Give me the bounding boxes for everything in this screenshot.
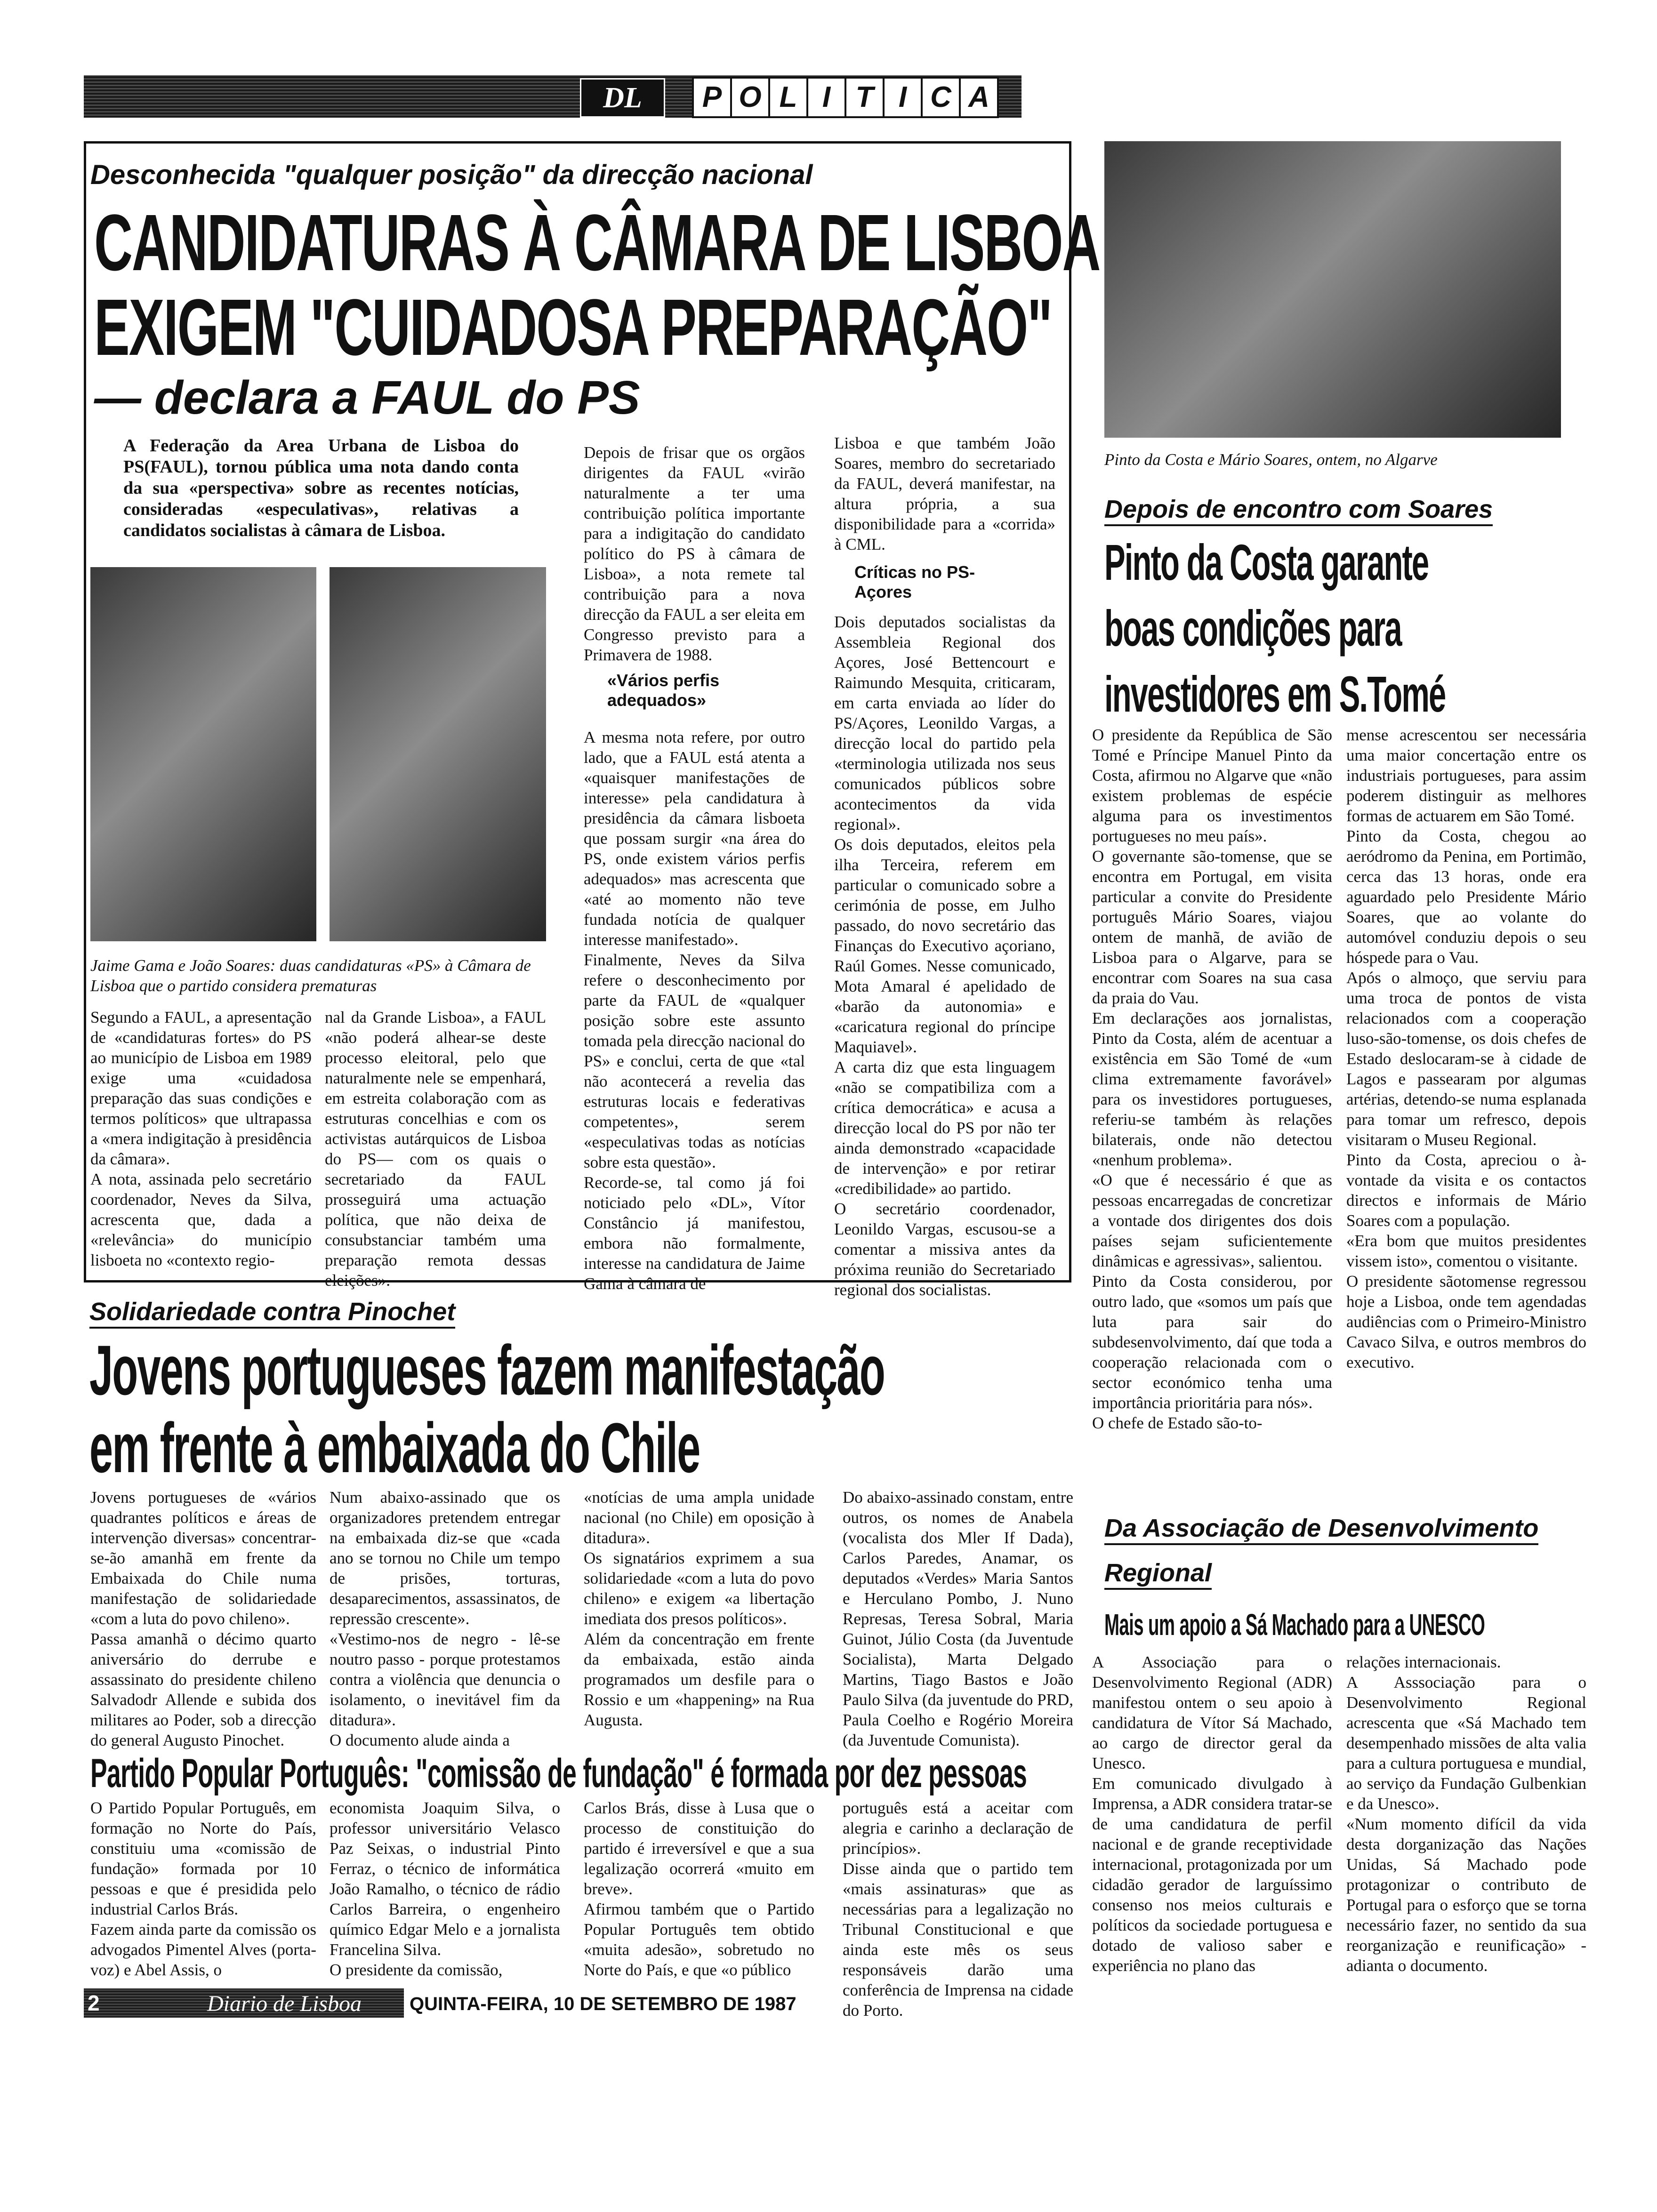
photo-pinto-da-costa-mario-soares: [1104, 141, 1561, 438]
chile-body-col-3: «notícias de uma ampla unidade nacional (no Chile) em oposição à ditadura». Os signatários exprimem a sua solidariedade «com a luta do povo chileno» e exigem «a libertação imediata dos presos políticos». Além da concentração em frente da embaixada, estão ainda programados um desfile para o Rossio e um «happening» na Rua Augusta.: [584, 1488, 814, 1729]
chile-headline-line-2: em frente à embaixada do Chile: [89, 1408, 700, 1487]
ppp-body-col-2: economista Joaquim Silva, o professor universitário Velasco Paz Seixas, o industrial Pinto Ferraz, o técnico de informática João Ramalho, o técnico de rádio Carlos Barreira, o engenheiro químico Edgar Melo e a jornalista Francelina Silva. O presidente da comissão,: [330, 1799, 560, 1979]
lead-intro: A Federação da Area Urbana de Lisboa do PS(FAUL), tornou pública uma nota dando conta da sua «perspectiva» sobre as recentes notícias, consideradas «especulativas», relativas a candidatos socialistas à câmara de Lisboa.: [123, 436, 519, 540]
lead-body-col-3-top: Depois de frisar que os orgãos dirigentes da FAUL «virão naturalmente a ter uma contribuição política importante para a indigitação do candidato político do PS à câmara de Lisboa», a nota remete tal contribuição para a nova direcção da FAUL a ser eleita em Congresso previsto para a Primavera de 1988.: [584, 443, 805, 664]
chile-headline-line-1: Jovens portugueses fazem manifestação: [89, 1330, 885, 1410]
lead-deck: — declara a FAUL do PS: [94, 371, 640, 424]
lead-body-col-3-bottom: A mesma nota refere, por outro lado, que a FAUL está atenta a «quaisquer manifestações de interesse» pela candidatura à presidência da câmara lisboeta que possam surgir «na área do PS, onde existem vários perfis adequados» mas acrescenta que «até ao momento não teve fundada notícia de qualquer interesse manifestado». Finalmente, Neves da Silva refere o desconhecimento por parte da FAUL de «qualquer posição sobre este assunto tomada pela direcção nacional do PS» e conclui, certa de que «tal não acontecerá a revelia das estruturas locais e federativas competentes», serem «especulativas todas as notícias sobre esta questão». Recorde-se, tal como já foi noticiado pelo «DL», Vítor Constâncio já manifestou, embora não formalmente, interesse na candidatura de Jaime Gama à câmara de: [584, 728, 805, 1293]
chile-body-col-2: Num abaixo-assinado que os organizadores pretendem entregar na embaixada diz-se que «cada ano se tornou no Chile um tempo de prisões, torturas, desaparecimentos, assassinatos, de repressão crescente». «Vestimo-nos de negro - lê-se noutro passo - porque protestamos contra a violência que denuncia o isolamento, o inevitável fim da ditadura». O documento alude ainda a: [330, 1488, 560, 1749]
lead-headline-line-1: CANDIDATURAS À CÂMARA DE LISBOA: [94, 198, 1100, 288]
lead-photo-caption: Jaime Gama e João Soares: duas candidaturas «PS» à Câmara de Lisboa que o partido considera prematuras: [90, 956, 531, 995]
adr-body-col-2: relações internacionais. A Asssociação para o Desenvolvimento Regional acrescenta que «Sá Machado tem desempenhado missões de alta valia para a cultura portuguesa e mundial, ao serviço da Fundação Gulbenkian e da Unesco». «Num momento difícil da vida desta dorganização das Nações Unidas, Sá Machado pode protagonizar o contributo de Portugal para o esforço que se torna necessário fazer, no sentido da sua reorganização e reunificação» - adianta o documento.: [1346, 1653, 1586, 1975]
stome-body-col-2: mense acrescentou ser necessária uma maior concertação entre os industriais portugueses, para assim poderem distinguir as melhores formas de actuarem em São Tomé. Pinto da Costa, chegou ao aeródromo da Penina, em Portimão, cerca das 13 horas, onde era aguardado pelo Presidente Mário Soares, que ao volante do automóvel conduziu depois o seu hóspede para o Vau. Após o almoço, que serviu para uma troca de pontos de vista relacionados com a cooperação luso-são-tomense, os dois chefes de Estado deslocaram-se à cidade de Lagos e passearam por algumas artérias, detendo-se numa esplanada para tomar um refresco, depois visitaram o Museu Regional. Pinto da Costa, apreciou o à-vontade da visita e os contactos directos e informais de Mário Soares com a população. «Era bom que muitos presidentes vissem isto», comentou o visitante. O presidente sãotomense regressou hoje a Lisboa, onde tem agendadas audiências com o Primeiro-Ministro Cavaco Silva, e outros membros do executivo.: [1346, 726, 1586, 1371]
masthead-logo: [580, 78, 665, 118]
ppp-headline: Partido Popular Português: "comissão de fundação" é formada por dez pessoas: [90, 1751, 1027, 1796]
lead-body-col-4-top: Lisboa e que também João Soares, membro do secretariado da FAUL, deverá manifestar, na altura própria, a sua disponibilidade para a «corrida» à CML.: [834, 434, 1055, 553]
stome-headline-line-3: investidores em S.Tomé: [1104, 665, 1446, 722]
photo-jaime-gama: [90, 567, 316, 941]
adr-body-col-1: A Associação para o Desenvolvimento Regional (ADR) manifestou ontem o seu apoio à candidatura de Vítor Sá Machado, ao cargo de director geral da Unesco. Em comunicado divulgado à Imprensa, a ADR considera tratar-se de uma candidatura de perfil nacional e de grande receptividade internacional, protagonizada por um cidadão gerador de larguíssimo consenso nos meios culturais e políticos da sociedade portuguesa e dotado de valioso saber e experiência no plano das: [1092, 1653, 1332, 1975]
lead-subhead-criticas-ps-acores: Críticas no PS-Açores: [854, 562, 975, 601]
section-letter: A: [959, 77, 999, 118]
ppp-body-col-4: português está a aceitar com alegria e carinho a declaração de princípios». Disse ainda que o partido tem «mais assinaturas» que as necessárias para a legalização no Tribunal Constitucional e que ainda este mês os seus responsáveis darão uma conferência de Imprensa na cidade do Porto.: [843, 1799, 1073, 2020]
chile-body-col-4: Do abaixo-assinado constam, entre outros, os nomes de Anabela (vocalista dos Mler If Dada), Carlos Paredes, Anamar, os deputados «Verdes» Maria Santos e Herculano Pombo, J. Nuno Represas, Teresa Sobral, Maria Guinot, Júlio Costa (da Juventude Socialista), Marta Delgado Martins, Tiago Bastos e João Paulo Silva (da juventude do PRD, Paula Coelho e Rogério Moreira (da Juventude Comunista).: [843, 1488, 1073, 1749]
lead-subhead-varios-perfis: «Vários perfis adequados»: [607, 671, 720, 710]
footer-paper-name: Diario de Lisboa: [207, 1991, 362, 2016]
photo-joao-soares: [330, 567, 546, 941]
stome-headline-line-2: boas condições para: [1104, 600, 1401, 657]
chile-kicker: Solidariedade contra Pinochet: [89, 1297, 455, 1329]
stome-kicker: Depois de encontro com Soares: [1104, 494, 1493, 526]
section-letter: I: [883, 77, 923, 118]
section-letter: T: [845, 77, 885, 118]
section-letter: C: [921, 77, 961, 118]
section-letter: I: [806, 77, 846, 118]
adr-kicker-line-2: Regional: [1104, 1558, 1212, 1590]
section-letter: L: [768, 77, 808, 118]
stome-photo-caption: Pinto da Costa e Mário Soares, ontem, no Algarve: [1104, 450, 1438, 469]
ppp-body-col-1: O Partido Popular Português, em formação no Norte do País, constituiu uma «comissão de fundação» formada por 10 pessoas e que é presidida pelo industrial Carlos Brás. Fazem ainda parte da comissão os advogados Pimentel Alves (porta-voz) e Abel Assis, o: [90, 1799, 316, 1979]
masthead-logo-text: DL: [603, 82, 642, 114]
section-title-politica: [692, 77, 997, 118]
stome-body-col-1: O presidente da República de São Tomé e Príncipe Manuel Pinto da Costa, afirmou no Algarve que «não existem problemas de espécie alguma para os investimentos portugueses no meu país». O governante são-tomense, que se encontra em Portugal, em visita particular a convite do Presidente português Mário Soares, viajou ontem de manhã, de avião de Lisboa para o Algarve, para se encontrar com Soares na sua casa da praia do Vau. Em declarações aos jornalistas, Pinto da Costa, além de acentuar a existência em São Tomé de «um clima extremamente favorável» para os investidores portugueses, referiu-se também às relações bilaterais, onde não detectou «nenhum problema». «O que é necessário é que as pessoas encarregadas de concretizar a vontade dos dirigentes dos dois países sejam suficientemente dinâmicas e agressivas», salientou. Pinto da Costa considerou, por outro lado, que «somos um país que luta para sair do subdesenvolvimento, daí que toda a cooperação relacionada com o sector económico tenha uma importância prioritária para nós». O chefe de Estado são-to-: [1092, 726, 1332, 1432]
ppp-body-col-3: Carlos Brás, disse à Lusa que o processo de constituição do partido é irreversível e que a sua legalização ocorrerá «muito em breve». Afirmou também que o Partido Popular Português tem obtido «muita adesão», sobretudo no Norte do País, e que «o público: [584, 1799, 814, 1979]
lead-headline-line-2: EXIGEM "CUIDADOSA PREPARAÇÃO": [94, 283, 1052, 372]
chile-body-col-1: Jovens portugueses de «vários quadrantes políticos e áreas de intervenção diversas» concentrar-se-ão amanhã em frente da Embaixada do Chile numa manifestação de solidariedade «com a luta do povo chileno». Passa amanhã o décimo quarto aniversário do derrube e assassinato do presidente chileno Salvadodr Allende e subida dos militares ao Poder, sob a direcção do general Augusto Pinochet.: [90, 1488, 316, 1749]
section-letter: P: [692, 77, 732, 118]
lead-body-col-4-bottom: Dois deputados socialistas da Assembleia Regional dos Açores, José Bettencourt e Raimundo Mesquita, criticaram, em carta enviada ao líder do PS/Açores, Leonildo Vargas, a direcção local do partido pela «terminologia utilizada nos seus comunicados públicos sobre acontecimentos da vida regional». Os dois deputados, eleitos pela ilha Terceira, referem em particular o comunicado sobre a cerimónia de posse, em Julho passado, do novo secretário das Finanças do Executivo açoriano, Raúl Gomes. Nesse comunicado, Mota Amaral é apelidado de «barão da autonomia» e «caricatura regional do príncipe Maquiavel». A carta diz que esta linguagem «não se compatibiliza com a crítica democrática» e acusa a direcção local do PS por não ter ainda demonstrado «capacidade de intervenção» e por retirar «credibilidade» ao partido. O secretário coordenador, Leonildo Vargas, escusou-se a comentar a missiva antes da próxima reunião do Secretariado regional dos socialistas.: [834, 613, 1055, 1299]
section-letter: O: [730, 77, 770, 118]
page-number: 2: [88, 1991, 100, 2015]
adr-headline: Mais um apoio a Sá Machado para a UNESCO: [1104, 1608, 1485, 1642]
lead-body-col-2: nal da Grande Lisboa», a FAUL «não poderá alhear-se deste processo eleitoral, pelo que naturalmente nele se empenhará, em estreita colaboração com as estruturas concelhias e com os activistas autárquicos de Lisboa do PS— com os quais o secretariado da FAUL prosseguirá uma actuação política, que não deixa de consubstanciar também uma preparação remota dessas eleições».: [325, 1008, 546, 1290]
adr-kicker-line-1: Da Associação de Desenvolvimento: [1104, 1513, 1538, 1545]
footer-date: QUINTA-FEIRA, 10 DE SETEMBRO DE 1987: [410, 1994, 796, 2014]
lead-kicker: Desconhecida "qualquer posição" da direcção nacional: [90, 160, 813, 190]
stome-headline-line-1: Pinto da Costa garante: [1104, 534, 1429, 591]
lead-body-col-1: Segundo a FAUL, a apresentação de «candidaturas fortes» do PS ao município de Lisboa em 1989 exige uma «cuidadosa preparação das suas condições e termos políticos» que ultrapassa a «mera indigitação à presidência da câmara». A nota, assinada pelo secretário coordenador, Neves da Silva, acrescenta que, dada a «relevância» do município lisboeta no «contexto regio-: [90, 1008, 312, 1269]
